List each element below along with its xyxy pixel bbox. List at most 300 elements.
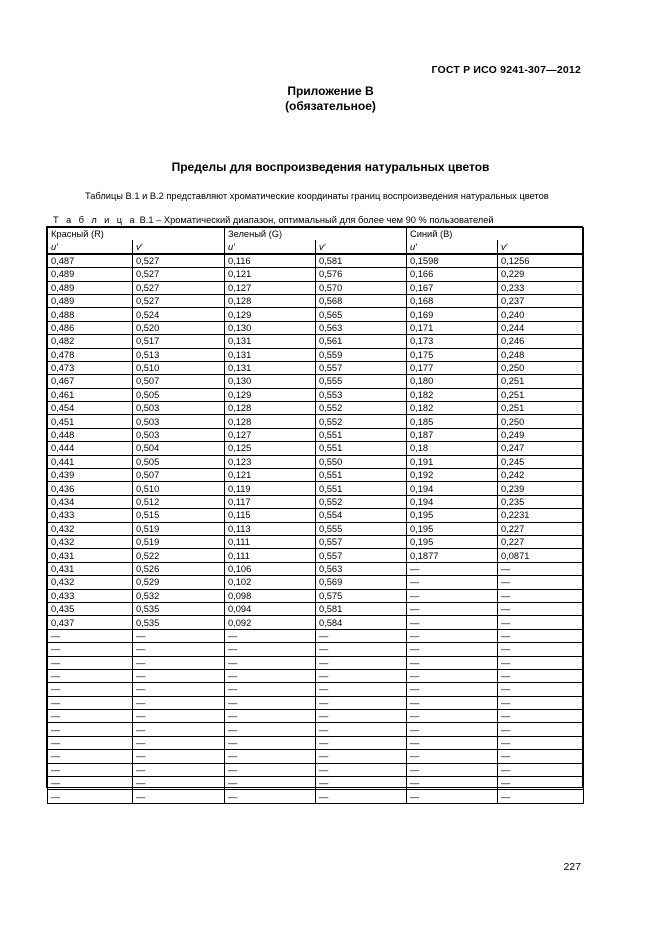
table-cell: 0,510 <box>133 482 225 495</box>
table-cell: — <box>498 656 584 669</box>
table-cell: 0,195 <box>407 522 498 535</box>
table-cell: 0,249 <box>498 428 584 441</box>
table-row <box>48 710 584 723</box>
table-cell: — <box>498 616 584 629</box>
table-row <box>48 268 584 281</box>
table-cell: — <box>48 669 133 682</box>
table-caption <box>53 214 583 226</box>
table-row <box>48 656 584 669</box>
table-cell: 0,242 <box>498 469 584 482</box>
table-cell: 0,581 <box>316 602 407 615</box>
table-cell: 0,473 <box>48 361 133 374</box>
table-cell: 0,244 <box>498 321 584 334</box>
table-cell: — <box>225 736 316 749</box>
table-cell: 0,581 <box>316 254 407 268</box>
table-cell: 0,527 <box>133 268 225 281</box>
table-cell: — <box>225 790 316 803</box>
table-row <box>48 643 584 656</box>
table-cell: 0,127 <box>225 428 316 441</box>
table-cell: 0,448 <box>48 428 133 441</box>
table-cell: — <box>498 576 584 589</box>
table-row <box>48 683 584 696</box>
appendix-heading <box>0 84 661 114</box>
table-cell: 0,517 <box>133 335 225 348</box>
table-cell: — <box>133 777 225 790</box>
table-cell: 0,433 <box>48 509 133 522</box>
table-row <box>48 361 584 374</box>
table-cell: 0,437 <box>48 616 133 629</box>
table-row <box>48 602 584 615</box>
table-cell: — <box>225 763 316 776</box>
table-cell: 0,0871 <box>498 549 584 562</box>
table-cell: 0,169 <box>407 308 498 321</box>
table-cell: 0,251 <box>498 375 584 388</box>
table-row <box>48 629 584 642</box>
table-row <box>48 736 584 749</box>
table-cell: — <box>498 723 584 736</box>
table-row <box>48 388 584 401</box>
table-cell: 0,555 <box>316 522 407 535</box>
table-cell: 0,18 <box>407 442 498 455</box>
table-cell: 0,131 <box>225 348 316 361</box>
table-cell: 0,175 <box>407 348 498 361</box>
table-cell: — <box>498 736 584 749</box>
table-cell: — <box>498 602 584 615</box>
table-row <box>48 469 584 482</box>
table-group-header <box>48 228 584 241</box>
table-cell: — <box>133 750 225 763</box>
table-cell: — <box>407 723 498 736</box>
chromaticity-table <box>47 227 584 804</box>
table-cell: 0,098 <box>225 589 316 602</box>
table-cell: 0,575 <box>316 589 407 602</box>
table-cell: 0,444 <box>48 442 133 455</box>
table-cell: 0,505 <box>133 455 225 468</box>
table-cell: 0,191 <box>407 455 498 468</box>
table-cell: 0,166 <box>407 268 498 281</box>
table-cell: 0,510 <box>133 361 225 374</box>
table-row <box>48 455 584 468</box>
table-cell: 0,565 <box>316 308 407 321</box>
table-row <box>48 348 584 361</box>
table-cell: 0,1877 <box>407 549 498 562</box>
table-row <box>48 321 584 334</box>
table-cell: 0,125 <box>225 442 316 455</box>
table-cell: — <box>316 656 407 669</box>
table-cell: — <box>225 750 316 763</box>
table-cell: 0,431 <box>48 549 133 562</box>
table-cell: — <box>48 736 133 749</box>
table-cell: 0,554 <box>316 509 407 522</box>
table-cell: 0,503 <box>133 402 225 415</box>
table-row <box>48 442 584 455</box>
table-cell: 0,116 <box>225 254 316 268</box>
table-cell: — <box>133 723 225 736</box>
table-cell: — <box>133 696 225 709</box>
table-cell: 0,552 <box>316 402 407 415</box>
table-cell: 0,434 <box>48 495 133 508</box>
table-row <box>48 509 584 522</box>
table-cell: — <box>225 629 316 642</box>
table-cell: 0,433 <box>48 589 133 602</box>
table-cell: — <box>133 790 225 803</box>
table-cell: 0,439 <box>48 469 133 482</box>
table-cell: — <box>48 777 133 790</box>
table-cell: 0,195 <box>407 509 498 522</box>
table-cell: 0,182 <box>407 388 498 401</box>
table-cell: 0,503 <box>133 428 225 441</box>
table-cell: — <box>48 790 133 803</box>
table-cell: 0,240 <box>498 308 584 321</box>
table-cell: — <box>316 710 407 723</box>
intro-paragraph: Таблицы В.1 и В.2 представляют хроматические координаты границ воспроизведения натуральных цветов <box>85 191 549 201</box>
table-cell: 0,092 <box>225 616 316 629</box>
table-cell: 0,570 <box>316 281 407 294</box>
table-cell: 0,106 <box>225 562 316 575</box>
table-row <box>48 763 584 776</box>
table-cell: 0,1256 <box>498 254 584 268</box>
table-cell: 0,121 <box>225 469 316 482</box>
table-cell: — <box>133 643 225 656</box>
table-cell: 0,487 <box>48 254 133 268</box>
table-row <box>48 428 584 441</box>
table-cell: — <box>498 710 584 723</box>
table-cell: 0,115 <box>225 509 316 522</box>
table-cell: — <box>498 750 584 763</box>
table-cell: — <box>498 669 584 682</box>
table-cell: 0,239 <box>498 482 584 495</box>
table-cell: — <box>48 683 133 696</box>
table-cell: 0,233 <box>498 281 584 294</box>
table-cell: 0,512 <box>133 495 225 508</box>
table-cell: — <box>407 616 498 629</box>
table-cell: — <box>407 562 498 575</box>
table-row <box>48 308 584 321</box>
table-cell: — <box>407 763 498 776</box>
table-cell: — <box>407 750 498 763</box>
table-cell: 0,113 <box>225 522 316 535</box>
table-cell: — <box>316 643 407 656</box>
table-cell: — <box>407 736 498 749</box>
table-cell: — <box>407 629 498 642</box>
table-row <box>48 535 584 548</box>
table-cell: 0,130 <box>225 321 316 334</box>
table-cell: — <box>48 696 133 709</box>
table-cell: — <box>498 790 584 803</box>
table-cell: 0,550 <box>316 455 407 468</box>
table-cell: 0,173 <box>407 335 498 348</box>
table-cell: 0,489 <box>48 268 133 281</box>
table-row <box>48 562 584 575</box>
table-cell: 0,527 <box>133 281 225 294</box>
table-cell: 0,467 <box>48 375 133 388</box>
table-cell: 0,129 <box>225 388 316 401</box>
table-cell: 0,250 <box>498 361 584 374</box>
col-header: u′ <box>48 240 133 253</box>
table-cell: 0,237 <box>498 294 584 307</box>
table-row <box>48 482 584 495</box>
table-cell: 0,128 <box>225 294 316 307</box>
table-row <box>48 254 584 268</box>
table-cell: — <box>316 750 407 763</box>
table-cell: 0,454 <box>48 402 133 415</box>
table-cell: 0,482 <box>48 335 133 348</box>
table-row <box>48 549 584 562</box>
table-cell: 0,563 <box>316 321 407 334</box>
table-cell: 0,584 <box>316 616 407 629</box>
table-sub-header <box>48 240 584 253</box>
table-row <box>48 669 584 682</box>
table-row <box>48 281 584 294</box>
col-header: u′ <box>225 240 316 253</box>
table-cell: 0,251 <box>498 402 584 415</box>
table-cell: 0,111 <box>225 549 316 562</box>
table-cell: — <box>48 750 133 763</box>
table-cell: 0,128 <box>225 415 316 428</box>
table-cell: — <box>407 643 498 656</box>
table-cell: — <box>48 710 133 723</box>
table-cell: — <box>225 710 316 723</box>
table-cell: — <box>225 777 316 790</box>
table-cell: 0,532 <box>133 589 225 602</box>
table-cell: — <box>48 763 133 776</box>
table-cell: 0,507 <box>133 375 225 388</box>
table-cell: — <box>407 669 498 682</box>
table-cell: 0,250 <box>498 415 584 428</box>
appendix-status: (обязательное) <box>285 99 376 113</box>
table-cell: 0,561 <box>316 335 407 348</box>
table-cell: — <box>48 656 133 669</box>
table-cell: 0,478 <box>48 348 133 361</box>
table-cell: — <box>133 656 225 669</box>
group-header-blue: Синий (B) <box>407 228 584 241</box>
table-cell: 0,171 <box>407 321 498 334</box>
table-cell: 0,248 <box>498 348 584 361</box>
table-cell: 0,507 <box>133 469 225 482</box>
table-row <box>48 335 584 348</box>
table-cell: — <box>133 683 225 696</box>
table-cell: — <box>316 777 407 790</box>
table-row <box>48 777 584 790</box>
table-cell: 0,519 <box>133 535 225 548</box>
table-cell: 0,552 <box>316 495 407 508</box>
table-row <box>48 616 584 629</box>
table-cell: 0,504 <box>133 442 225 455</box>
table-row <box>48 522 584 535</box>
table-cell: 0,2231 <box>498 509 584 522</box>
table-cell: — <box>225 683 316 696</box>
table-cell: 0,551 <box>316 469 407 482</box>
document-code: ГОСТ Р ИСО 9241-307—2012 <box>431 64 581 76</box>
table-cell: 0,489 <box>48 281 133 294</box>
table-cell: 0,513 <box>133 348 225 361</box>
table-cell: — <box>407 602 498 615</box>
table-cell: 0,489 <box>48 294 133 307</box>
table-cell: 0,167 <box>407 281 498 294</box>
table-cell: — <box>498 763 584 776</box>
table-cell: 0,515 <box>133 509 225 522</box>
table-cell: — <box>498 562 584 575</box>
table-cell: — <box>133 629 225 642</box>
table-cell: 0,526 <box>133 562 225 575</box>
table-cell: — <box>407 576 498 589</box>
table-cell: — <box>407 710 498 723</box>
table-cell: 0,451 <box>48 415 133 428</box>
table-cell: — <box>225 723 316 736</box>
table-cell: 0,235 <box>498 495 584 508</box>
table-cell: 0,436 <box>48 482 133 495</box>
table-cell: — <box>133 710 225 723</box>
table-cell: — <box>316 696 407 709</box>
table-cell: 0,187 <box>407 428 498 441</box>
table-cell: — <box>316 790 407 803</box>
group-header-red: Красный (R) <box>48 228 225 241</box>
table-cell: — <box>316 683 407 696</box>
table-cell: 0,535 <box>133 616 225 629</box>
table-cell: 0,527 <box>133 254 225 268</box>
col-header: v′ <box>498 240 584 253</box>
table-cell: 0,557 <box>316 361 407 374</box>
table-cell: 0,520 <box>133 321 225 334</box>
table-cell: 0,229 <box>498 268 584 281</box>
table-cell: — <box>498 777 584 790</box>
table-cell: 0,551 <box>316 482 407 495</box>
table-cell: 0,524 <box>133 308 225 321</box>
table-cell: 0,123 <box>225 455 316 468</box>
table-row <box>48 696 584 709</box>
table-cell: 0,461 <box>48 388 133 401</box>
table-cell: — <box>498 683 584 696</box>
table-cell: — <box>316 736 407 749</box>
table-cell: 0,555 <box>316 375 407 388</box>
table-cell: — <box>48 723 133 736</box>
table-cell: 0,522 <box>133 549 225 562</box>
table-cell: 0,535 <box>133 602 225 615</box>
table-cell: 0,245 <box>498 455 584 468</box>
table-cell: 0,246 <box>498 335 584 348</box>
table-cell: 0,121 <box>225 268 316 281</box>
table-row <box>48 750 584 763</box>
table-cell: — <box>316 723 407 736</box>
table-cell: 0,553 <box>316 388 407 401</box>
table-cell: 0,1598 <box>407 254 498 268</box>
table-cell: 0,119 <box>225 482 316 495</box>
table-cell: — <box>407 656 498 669</box>
table-cell: 0,094 <box>225 602 316 615</box>
table-cell: — <box>316 763 407 776</box>
table-cell: 0,529 <box>133 576 225 589</box>
table-cell: 0,194 <box>407 495 498 508</box>
table-cell: 0,131 <box>225 361 316 374</box>
table-row <box>48 576 584 589</box>
table-cell: 0,195 <box>407 535 498 548</box>
table-cell: 0,551 <box>316 442 407 455</box>
table-cell: — <box>407 589 498 602</box>
table-cell: — <box>498 629 584 642</box>
section-title: Пределы для воспроизведения натуральных цветов <box>171 160 490 174</box>
table-cell: 0,131 <box>225 335 316 348</box>
table-cell: 0,432 <box>48 576 133 589</box>
table-cell: 0,488 <box>48 308 133 321</box>
table-cell: 0,432 <box>48 535 133 548</box>
table-caption-text: В.1 – Хроматический диапазон, оптимальный для более чем 90 % пользователей <box>137 215 494 225</box>
table-cell: 0,251 <box>498 388 584 401</box>
table-cell: 0,505 <box>133 388 225 401</box>
table-cell: 0,247 <box>498 442 584 455</box>
table-cell: — <box>225 696 316 709</box>
col-header: u′ <box>407 240 498 253</box>
table-row <box>48 375 584 388</box>
table-cell: 0,519 <box>133 522 225 535</box>
table-cell: — <box>225 669 316 682</box>
table-cell: 0,180 <box>407 375 498 388</box>
table-cell: — <box>48 629 133 642</box>
table-cell: 0,441 <box>48 455 133 468</box>
table-cell: 0,435 <box>48 602 133 615</box>
table-cell: — <box>225 643 316 656</box>
table-cell: 0,192 <box>407 469 498 482</box>
table-cell: 0,102 <box>225 576 316 589</box>
table-cell: 0,486 <box>48 321 133 334</box>
table-cell: — <box>407 790 498 803</box>
table-cell: — <box>498 696 584 709</box>
table-cell: — <box>133 669 225 682</box>
table-cell: — <box>407 683 498 696</box>
table-cell: — <box>133 736 225 749</box>
table-row <box>48 589 584 602</box>
table-row <box>48 402 584 415</box>
table-caption-label: Т а б л и ц а <box>53 215 137 225</box>
table-cell: 0,111 <box>225 535 316 548</box>
table-cell: — <box>407 777 498 790</box>
col-header: v′ <box>133 240 225 253</box>
table-cell: 0,527 <box>133 294 225 307</box>
table-cell: 0,551 <box>316 428 407 441</box>
table-cell: — <box>133 763 225 776</box>
table-cell: 0,503 <box>133 415 225 428</box>
table-cell: 0,557 <box>316 535 407 548</box>
table-cell: — <box>225 656 316 669</box>
col-header: v′ <box>316 240 407 253</box>
table-cell: 0,568 <box>316 294 407 307</box>
table-cell: 0,431 <box>48 562 133 575</box>
table-cell: 0,559 <box>316 348 407 361</box>
page-number: 227 <box>563 861 581 873</box>
table-cell: 0,130 <box>225 375 316 388</box>
table-row <box>48 790 584 803</box>
table-cell: 0,182 <box>407 402 498 415</box>
table-cell: — <box>316 669 407 682</box>
table-cell: 0,177 <box>407 361 498 374</box>
table-row <box>48 495 584 508</box>
table-cell: 0,168 <box>407 294 498 307</box>
table-row <box>48 294 584 307</box>
table-cell: 0,576 <box>316 268 407 281</box>
table-cell: 0,128 <box>225 402 316 415</box>
table-cell: 0,432 <box>48 522 133 535</box>
group-header-green: Зеленый (G) <box>225 228 407 241</box>
table-cell: 0,117 <box>225 495 316 508</box>
table-cell: — <box>498 643 584 656</box>
table-cell: 0,129 <box>225 308 316 321</box>
table-cell: 0,569 <box>316 576 407 589</box>
table-cell: 0,194 <box>407 482 498 495</box>
table-cell: 0,185 <box>407 415 498 428</box>
table-cell: — <box>407 696 498 709</box>
table-row <box>48 415 584 428</box>
table-cell: 0,227 <box>498 535 584 548</box>
table-cell: 0,227 <box>498 522 584 535</box>
